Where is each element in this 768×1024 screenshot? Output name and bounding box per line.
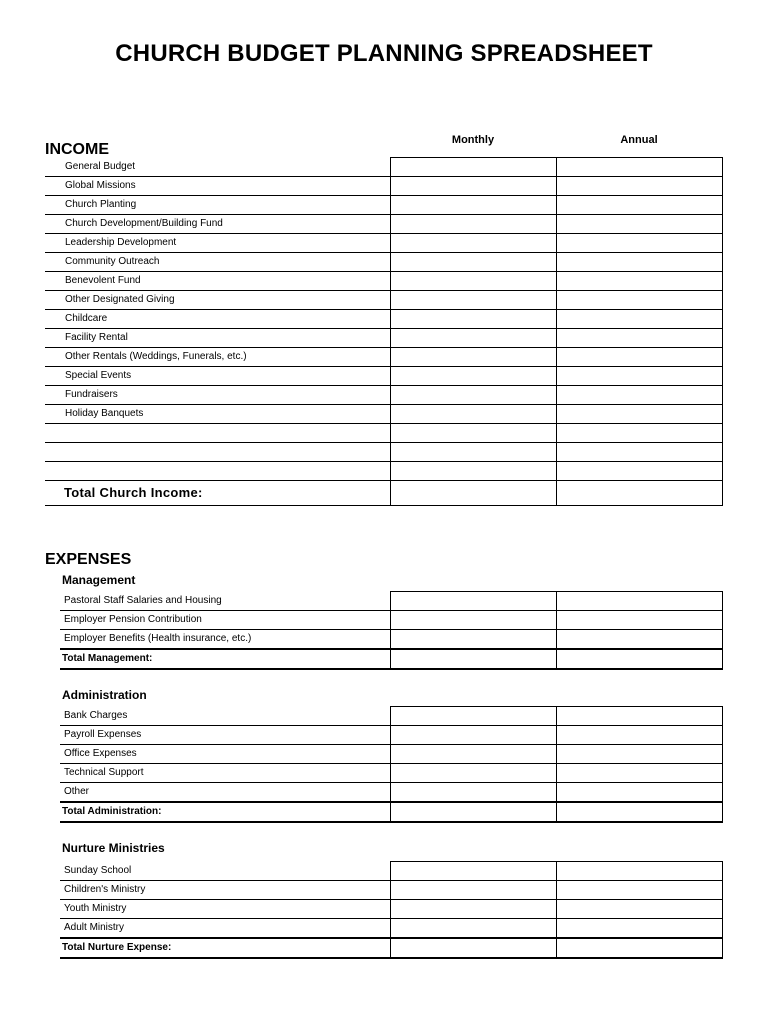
annual-amount-cell[interactable] — [556, 443, 722, 462]
income-row-label: Church Planting — [45, 196, 390, 215]
expense-row — [60, 881, 722, 900]
annual-amount-cell[interactable] — [556, 253, 722, 272]
income-total-row — [45, 481, 722, 506]
income-row — [45, 291, 722, 310]
income-table — [45, 157, 723, 506]
expense-row — [60, 707, 722, 726]
monthly-amount-cell[interactable] — [390, 919, 556, 939]
expense-row — [60, 783, 722, 803]
monthly-amount-cell[interactable] — [390, 196, 556, 215]
annual-amount-cell[interactable] — [556, 177, 722, 196]
income-row-label: Other Rentals (Weddings, Funerals, etc.) — [45, 348, 390, 367]
expense-row-label: Bank Charges — [60, 707, 390, 726]
expense-row-label: Children's Ministry — [60, 881, 390, 900]
expense-row — [60, 900, 722, 919]
monthly-amount-cell[interactable] — [390, 707, 556, 726]
expense-total-label: Total Management: — [60, 649, 390, 669]
monthly-amount-cell[interactable] — [390, 405, 556, 424]
expense-row-label: Payroll Expenses — [60, 726, 390, 745]
income-row-label — [45, 443, 390, 462]
monthly-amount-cell[interactable] — [390, 881, 556, 900]
income-row-label: Special Events — [45, 367, 390, 386]
annual-amount-cell[interactable] — [556, 291, 722, 310]
annual-amount-cell[interactable] — [556, 592, 722, 611]
expense-row — [60, 726, 722, 745]
annual-amount-cell[interactable] — [556, 611, 722, 630]
annual-amount-cell[interactable] — [556, 900, 722, 919]
income-row-label: Holiday Banquets — [45, 405, 390, 424]
income-row — [45, 196, 722, 215]
management-table — [60, 591, 723, 670]
income-row — [45, 405, 722, 424]
expense-row-label: Employer Benefits (Health insurance, etc.) — [60, 630, 390, 650]
annual-amount-cell[interactable] — [556, 386, 722, 405]
expense-row-label: Adult Ministry — [60, 919, 390, 939]
expense-row-label: Employer Pension Contribution — [60, 611, 390, 630]
expense-row-label: Office Expenses — [60, 745, 390, 764]
annual-amount-cell[interactable] — [556, 310, 722, 329]
income-row — [45, 367, 722, 386]
income-row-label: Church Development/Building Fund — [45, 215, 390, 234]
annual-amount-cell[interactable] — [556, 938, 722, 958]
annual-amount-cell[interactable] — [556, 405, 722, 424]
annual-column-header: Annual — [620, 134, 658, 146]
expense-row — [60, 919, 722, 939]
income-row — [45, 215, 722, 234]
monthly-amount-cell[interactable] — [390, 938, 556, 958]
expense-row — [60, 611, 722, 630]
income-row — [45, 272, 722, 291]
annual-amount-cell[interactable] — [556, 424, 722, 443]
annual-amount-cell[interactable] — [556, 196, 722, 215]
income-row — [45, 329, 722, 348]
monthly-amount-cell[interactable] — [390, 424, 556, 443]
expense-row-label: Pastoral Staff Salaries and Housing — [60, 592, 390, 611]
expense-total-label: Total Nurture Expense: — [60, 938, 390, 958]
income-row — [45, 234, 722, 253]
monthly-amount-cell[interactable] — [390, 783, 556, 803]
income-row-label: General Budget — [45, 158, 390, 177]
expenses-heading: EXPENSES — [45, 551, 132, 568]
income-row — [45, 424, 722, 443]
annual-amount-cell[interactable] — [556, 215, 722, 234]
annual-amount-cell[interactable] — [556, 862, 722, 881]
annual-amount-cell[interactable] — [556, 881, 722, 900]
income-row-label: Global Missions — [45, 177, 390, 196]
monthly-amount-cell[interactable] — [390, 462, 556, 481]
monthly-column-header: Monthly — [451, 134, 495, 146]
monthly-amount-cell[interactable] — [390, 592, 556, 611]
page-title: CHURCH BUDGET PLANNING SPREADSHEET — [115, 40, 653, 67]
annual-amount-cell[interactable] — [556, 707, 722, 726]
income-row-label: Leadership Development — [45, 234, 390, 253]
annual-amount-cell[interactable] — [556, 158, 722, 177]
nurture-ministries-heading: Nurture Ministries — [62, 841, 165, 855]
income-row-label: Benevolent Fund — [45, 272, 390, 291]
annual-amount-cell[interactable] — [556, 462, 722, 481]
expense-row-label: Technical Support — [60, 764, 390, 783]
nurture-ministries-table — [60, 861, 723, 959]
expense-total-row — [60, 649, 722, 669]
monthly-amount-cell[interactable] — [390, 862, 556, 881]
annual-amount-cell[interactable] — [556, 481, 722, 506]
monthly-amount-cell[interactable] — [390, 291, 556, 310]
income-row — [45, 158, 722, 177]
expense-row — [60, 592, 722, 611]
income-row — [45, 177, 722, 196]
annual-amount-cell[interactable] — [556, 745, 722, 764]
income-heading: INCOME — [45, 141, 109, 158]
monthly-amount-cell[interactable] — [390, 900, 556, 919]
annual-amount-cell[interactable] — [556, 367, 722, 386]
income-row-label: Fundraisers — [45, 386, 390, 405]
income-row-label: Other Designated Giving — [45, 291, 390, 310]
annual-amount-cell[interactable] — [556, 348, 722, 367]
annual-amount-cell[interactable] — [556, 649, 722, 669]
annual-amount-cell[interactable] — [556, 783, 722, 803]
monthly-amount-cell[interactable] — [390, 726, 556, 745]
administration-table — [60, 706, 723, 823]
income-row-label — [45, 424, 390, 443]
expense-row — [60, 745, 722, 764]
monthly-amount-cell[interactable] — [390, 649, 556, 669]
income-row-label: Facility Rental — [45, 329, 390, 348]
monthly-amount-cell[interactable] — [390, 158, 556, 177]
expense-total-row — [60, 938, 722, 958]
expense-row-label: Sunday School — [60, 862, 390, 881]
expense-total-row — [60, 802, 722, 822]
expense-total-label: Total Administration: — [60, 802, 390, 822]
annual-amount-cell[interactable] — [556, 802, 722, 822]
monthly-amount-cell[interactable] — [390, 611, 556, 630]
income-row — [45, 443, 722, 462]
monthly-amount-cell[interactable] — [390, 443, 556, 462]
monthly-amount-cell[interactable] — [390, 348, 556, 367]
expense-row-label: Youth Ministry — [60, 900, 390, 919]
annual-amount-cell[interactable] — [556, 630, 722, 650]
monthly-amount-cell[interactable] — [390, 802, 556, 822]
monthly-amount-cell[interactable] — [390, 630, 556, 650]
income-row — [45, 253, 722, 272]
annual-amount-cell[interactable] — [556, 764, 722, 783]
income-row — [45, 348, 722, 367]
monthly-amount-cell[interactable] — [390, 177, 556, 196]
monthly-amount-cell[interactable] — [390, 215, 556, 234]
monthly-amount-cell[interactable] — [390, 272, 556, 291]
annual-amount-cell[interactable] — [556, 234, 722, 253]
monthly-amount-cell[interactable] — [390, 481, 556, 506]
expense-row — [60, 862, 722, 881]
monthly-amount-cell[interactable] — [390, 367, 556, 386]
income-row — [45, 310, 722, 329]
expense-row — [60, 764, 722, 783]
monthly-amount-cell[interactable] — [390, 745, 556, 764]
annual-amount-cell[interactable] — [556, 272, 722, 291]
monthly-amount-cell[interactable] — [390, 329, 556, 348]
administration-heading: Administration — [62, 688, 147, 702]
monthly-amount-cell[interactable] — [390, 310, 556, 329]
management-heading: Management — [62, 573, 136, 587]
annual-amount-cell[interactable] — [556, 726, 722, 745]
monthly-amount-cell[interactable] — [390, 386, 556, 405]
monthly-amount-cell[interactable] — [390, 764, 556, 783]
expense-row-label: Other — [60, 783, 390, 803]
monthly-amount-cell[interactable] — [390, 234, 556, 253]
expense-row — [60, 630, 722, 650]
income-row — [45, 462, 722, 481]
income-row-label — [45, 462, 390, 481]
income-row — [45, 386, 722, 405]
income-row-label: Community Outreach — [45, 253, 390, 272]
income-row-label: Childcare — [45, 310, 390, 329]
annual-amount-cell[interactable] — [556, 919, 722, 939]
annual-amount-cell[interactable] — [556, 329, 722, 348]
monthly-amount-cell[interactable] — [390, 253, 556, 272]
total-church-income-label: Total Church Income: — [45, 481, 390, 506]
